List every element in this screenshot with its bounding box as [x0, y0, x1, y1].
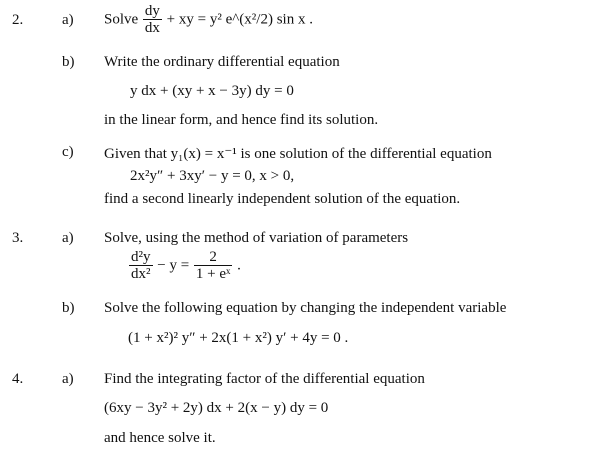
equation-4a: (6xy − 3y² + 2y) dx + 2(x − y) dy = 0 — [104, 400, 329, 416]
fraction-denominator: dx — [144, 20, 160, 36]
instruction-text: in the linear form, and hence find its solution. — [104, 112, 379, 128]
solve-word: Solve — [104, 11, 139, 28]
equation-end: . — [237, 257, 241, 274]
part-label: b) — [62, 54, 75, 70]
part-label: b) — [62, 300, 75, 316]
question-number: 3. — [12, 230, 24, 246]
instruction-text: Solve, using the method of variation of parameters — [104, 230, 409, 246]
equation-2a — [104, 4, 313, 36]
instruction-text: Write the ordinary differential equation — [104, 54, 340, 70]
instruction-text: and hence solve it. — [104, 430, 216, 446]
fraction-numerator: dy — [144, 3, 160, 19]
question-number: 2. — [12, 12, 24, 28]
fraction-numerator: d²y — [131, 249, 151, 265]
part-label: a) — [62, 371, 74, 387]
question-number: 4. — [12, 371, 24, 387]
equation-2b: y dx + (xy + x − 3y) dy = 0 — [130, 83, 294, 99]
instruction-text: Given that y₁(x) = x⁻¹ is one solution of the differential equation — [104, 146, 492, 162]
fraction-d2y-dx2 — [129, 250, 153, 282]
equation-rest: + xy = y² e^(x²/2) sin x . — [166, 11, 313, 28]
instruction-text: Solve the following equation by changing the independent variable — [104, 300, 507, 316]
equation-2c: 2x²y″ + 3xy′ − y = 0, x > 0, — [130, 168, 295, 184]
equation-3b: (1 + x²)² y″ + 2x(1 + x²) y′ + 4y = 0 . — [128, 330, 349, 346]
part-label: a) — [62, 12, 74, 28]
fraction-rhs — [194, 250, 232, 282]
fraction-denominator: 1 + eˣ — [195, 266, 231, 282]
fraction-numerator: 2 — [209, 249, 217, 265]
instruction-text: Find the integrating factor of the differential equation — [104, 371, 425, 387]
part-label: c) — [62, 144, 74, 160]
instruction-text: find a second linearly independent solution of the equation. — [104, 191, 461, 207]
part-label: a) — [62, 230, 74, 246]
equation-middle: − y = — [157, 257, 190, 274]
fraction-denominator: dx² — [131, 266, 151, 282]
fraction-dy-dx — [143, 4, 162, 36]
equation-3a — [128, 250, 241, 282]
